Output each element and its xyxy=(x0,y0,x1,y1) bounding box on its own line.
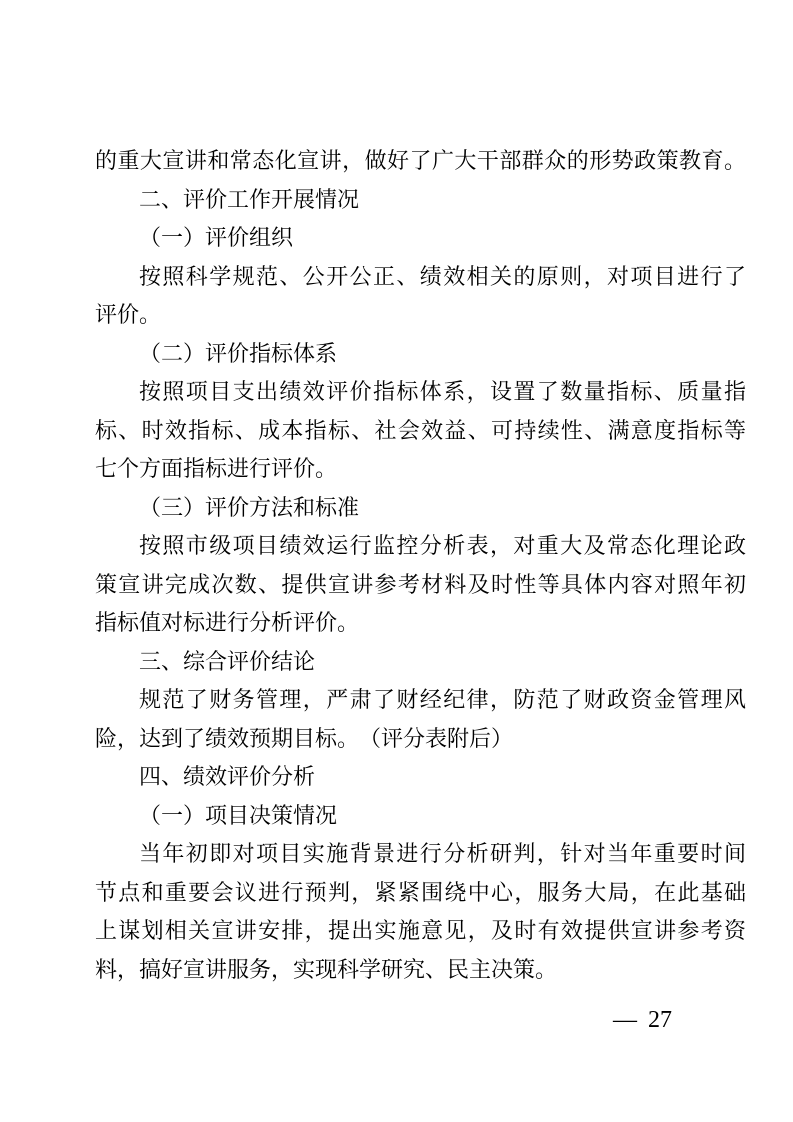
page-number: 27 xyxy=(648,1007,672,1033)
body-text-line: 料，搞好宣讲服务，实现科学研究、民主决策。 xyxy=(95,956,558,982)
body-text-line: 策宣讲完成次数、提供宣讲参考材料及时性等具体内容对照年初 xyxy=(95,571,746,597)
body-text-line: 按照科学规范、公开公正、绩效相关的原则，对项目进行了 xyxy=(139,263,746,289)
body-text-line: 规范了财务管理，严肃了财经纪律，防范了财政资金管理风 xyxy=(139,687,746,712)
body-text-line: 的重大宣讲和常态化宣讲，做好了广大干部群众的形势政策教育。 xyxy=(95,148,746,173)
heading-line: 四、绩效评价分析 xyxy=(139,764,316,789)
heading-line: （一）项目决策情况 xyxy=(139,802,338,828)
heading-line: 二、评价工作开展情况 xyxy=(139,186,360,212)
body-text-line: 按照市级项目绩效运行监控分析表，对重大及常态化理论政 xyxy=(139,533,746,558)
page-footer xyxy=(613,1007,672,1034)
body-text-line: 七个方面指标进行评价。 xyxy=(95,456,338,481)
body-text-line: 评价。 xyxy=(95,302,162,327)
body-text-line: 标、时效指标、成本指标、社会效益、可持续性、满意度指标等 xyxy=(95,417,746,443)
body-text-line: 上谋划相关宣讲安排，提出实施意见，及时有效提供宣讲参考资 xyxy=(95,918,746,943)
heading-line: （三）评价方法和标准 xyxy=(139,494,360,520)
document-body xyxy=(95,142,746,989)
footer-dash: — xyxy=(613,1007,637,1033)
heading-line: （一）评价组织 xyxy=(139,225,294,250)
body-text-line: 按照项目支出绩效评价指标体系，设置了数量指标、质量指 xyxy=(139,379,746,404)
body-text-line: 当年初即对项目实施背景进行分析研判，针对当年重要时间 xyxy=(139,841,746,866)
heading-line: （二）评价指标体系 xyxy=(139,340,338,366)
heading-line: 三、综合评价结论 xyxy=(139,648,316,674)
body-text-line: 节点和重要会议进行预判，紧紧围绕中心，服务大局，在此基础 xyxy=(95,879,746,905)
body-text-line: 指标值对标进行分析评价。 xyxy=(95,610,360,635)
body-text-line: 险，达到了绩效预期目标。 （评分表附后） xyxy=(95,725,514,751)
